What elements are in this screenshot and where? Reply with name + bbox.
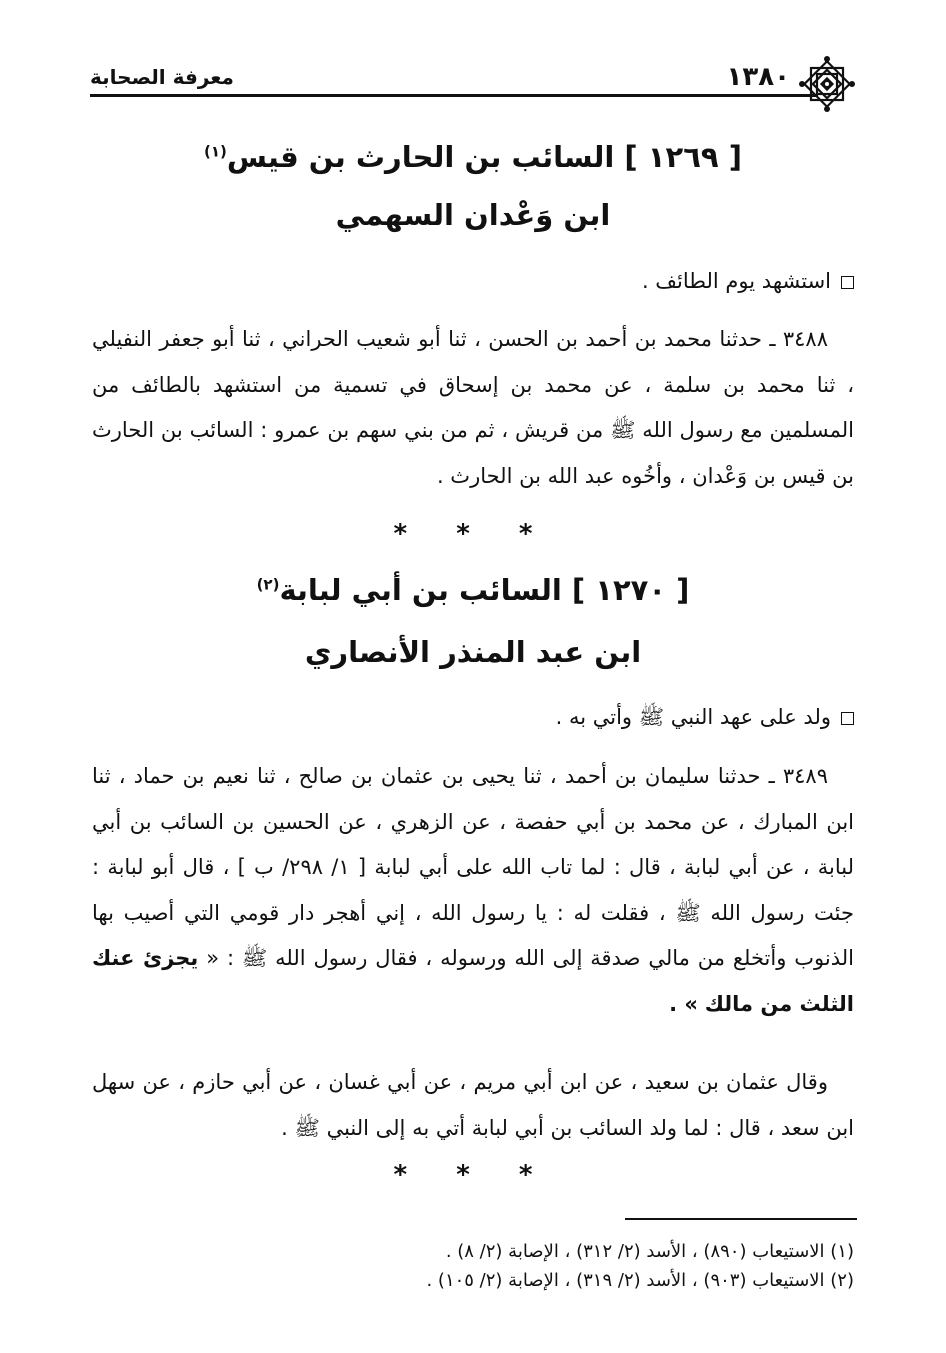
square-bullet-icon bbox=[841, 276, 854, 289]
section-separator-2: * * * bbox=[393, 1160, 553, 1190]
entry-2-note-text: ولد على عهد النبي ﷺ وأتي به . bbox=[555, 705, 831, 729]
second-narration bbox=[92, 1060, 854, 1151]
entry-2-subheading: ابن عبد المنذر الأنصاري bbox=[304, 635, 642, 669]
hadith-3489-quote: يجزئ عنك الثلث من مالك bbox=[92, 946, 854, 1016]
hadith-3489 bbox=[92, 754, 854, 1027]
entry-2-title: [ ١٢٧٠ ] السائب بن أبي لبابة bbox=[279, 573, 690, 607]
entry-1-title: [ ١٢٦٩ ] السائب بن الحارث بن قيس bbox=[226, 140, 742, 174]
square-bullet-icon bbox=[841, 712, 854, 725]
entry-1-subheading: ابن وَعْدان السهمي bbox=[335, 198, 611, 232]
second-narration-text: وقال عثمان بن سعيد ، عن ابن أبي مريم ، عن أبي غسان ، عن أبي حازم ، عن سهل ابن سعد ، قال : لما ولد السائب بن أبي لبابة أتي به إلى النبي ﷺ . bbox=[92, 1070, 854, 1140]
hadith-3488-text: ٣٤٨٨ ـ حدثنا محمد بن أحمد بن الحسن ، ثنا أبو شعيب الحراني ، ثنا أبو جعفر النفيلي ، ثنا محمد بن سلمة ، عن محمد بن إسحاق في تسمية من استشهد بالطائف من المسلمين مع رسول الله ﷺ من قريش ، ثم من بني سهم بن عمرو : السائب بن الحارث بن قيس بن وَعْدان ، وأخُوه عبد الله بن الحارث . bbox=[92, 327, 854, 488]
section-separator-1: * * * bbox=[393, 519, 553, 549]
footnote-divider bbox=[625, 1218, 857, 1220]
header-divider bbox=[90, 94, 818, 97]
entry-2-heading bbox=[90, 573, 856, 608]
ornament-icon bbox=[798, 55, 856, 113]
page-number: ١٣٨٠ bbox=[726, 62, 790, 92]
footnote-ref-2[interactable]: (٢) bbox=[256, 575, 280, 594]
footnote-2: (٢) الاستيعاب (٩٠٣) ، الأسد (٢/ ٣١٩) ، الإصابة (٢/ ١٠٥) . bbox=[426, 1270, 854, 1291]
hadith-3489-text: ٣٤٨٩ ـ حدثنا سليمان بن أحمد ، ثنا يحيى بن عثمان بن صالح ، ثنا نعيم بن حماد ، ثنا ابن المبارك ، عن محمد بن أبي حفصة ، عن الزهري ، عن الحسين بن السائب بن أبي لبابة ، عن أبي لبابة ، قال : لما تاب الله على أبي لبابة [ ١/ ٢٩٨/ ب ] ، قال أبو لبابة : جئت رسول الله ﷺ ، فقلت له : يا رسول الله ، إني أهجر دار قومي التي أصيب بها الذنوب وأتخلع من مالي صدقة إلى الله ورسوله ، فقال رسول الله ﷺ : « bbox=[92, 764, 855, 970]
page-header bbox=[90, 55, 856, 110]
book-title: معرفة الصحابة bbox=[90, 65, 234, 89]
entry-1-note-text: استشهد يوم الطائف . bbox=[641, 269, 831, 293]
hadith-3488 bbox=[92, 317, 854, 499]
hadith-3489-close: » . bbox=[669, 991, 698, 1016]
footnote-1: (١) الاستيعاب (٨٩٠) ، الأسد (٢/ ٣١٢) ، الإصابة (٢/ ٨) . bbox=[445, 1241, 854, 1262]
entry-1-heading bbox=[90, 140, 856, 175]
entry-2-note bbox=[92, 702, 854, 732]
footnote-ref-1[interactable]: (١) bbox=[204, 142, 227, 161]
entry-1-note bbox=[92, 266, 854, 296]
